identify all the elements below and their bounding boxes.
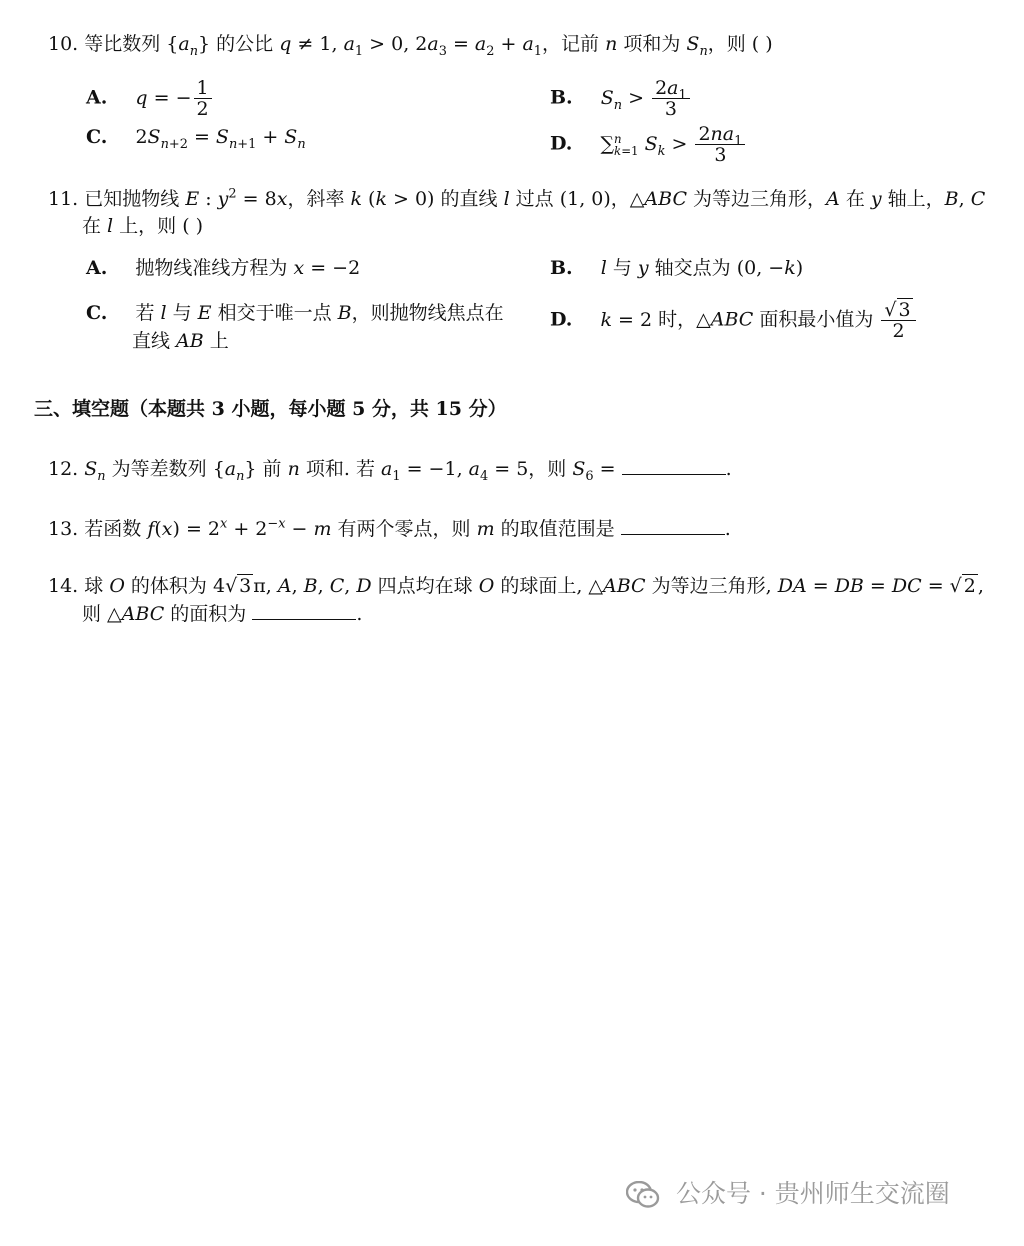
q10-option-b: B. $S_n$ > $\frac{2a_1}{3}$ <box>550 78 692 119</box>
q11-option-c-line2: 直线 AB 上 <box>132 330 229 352</box>
question-14-line1: 14. 球 O 的体积为 4√ 3 π, A, B, C, D 四点均在球 O 的球面上, △ABC 为等边三角形, DA = DB = DC = √ 2 , <box>48 575 984 597</box>
question-11-stem-line2: 在 l 上，则 ( ) <box>82 215 204 237</box>
question-10-stem: 10. 等比数列 $\{a_n\}$ 的公比 q ≠ 1, $a_1 > 0$, $2a_3 = a_2 + a_1$，记前 n 项和为 $S_n$，则 ( ) <box>48 33 773 59</box>
question-14-line2: 则 △ABC 的面积为 . <box>82 603 363 625</box>
q11-option-c: C. 若 l 与 E 相交于唯一点 B，则抛物线焦点在 <box>86 302 504 324</box>
section-3-heading: 三、填空题（本题共 3 小题，每小题 5 分，共 15 分） <box>34 398 507 420</box>
q11-option-b: B. l 与 y 轴交点为 (0, −k) <box>550 257 804 279</box>
question-12: 12. $S_n$ 为等差数列 $\{a_n\}$ 前 n 项和. 若 $a_1 = -1$, $a_4 = 5$，则 $S_6$ = . <box>48 458 732 484</box>
answer-blank <box>252 601 356 620</box>
question-13: 13. 若函数 $f(x) = 2^x + 2^{-x} - m$ 有两个零点，则 m 的取值范围是 . <box>48 516 731 540</box>
q10-option-d: D. ∑ n k=1 $S_k$ > $\frac{2na_1}{3}$ <box>550 124 747 165</box>
q11-option-a: A. 抛物线准线方程为 x = −2 <box>86 257 361 279</box>
question-11-stem-line1: 11. 已知抛物线 E : $y^2 = 8x$，斜率 k (k > 0) 的直线 l 过点 (1, 0)，△ABC 为等边三角形，A 在 y 轴上，B, C <box>48 186 986 210</box>
q11-option-d: D. k = 2 时，△ABC 面积最小值为 $\frac{√ 3}{2}$ <box>550 300 918 341</box>
q10-option-a: A. q = − $\frac{1}{2}$ <box>86 78 214 119</box>
q10-option-c: C. $2S_{n+2} = S_{n+1} + S_n$ <box>86 126 306 152</box>
watermark: 公众号 · 贵州师生交流圈 <box>626 1177 950 1211</box>
wechat-icon <box>626 1181 660 1209</box>
answer-blank <box>621 516 725 535</box>
answer-blank <box>622 456 726 475</box>
